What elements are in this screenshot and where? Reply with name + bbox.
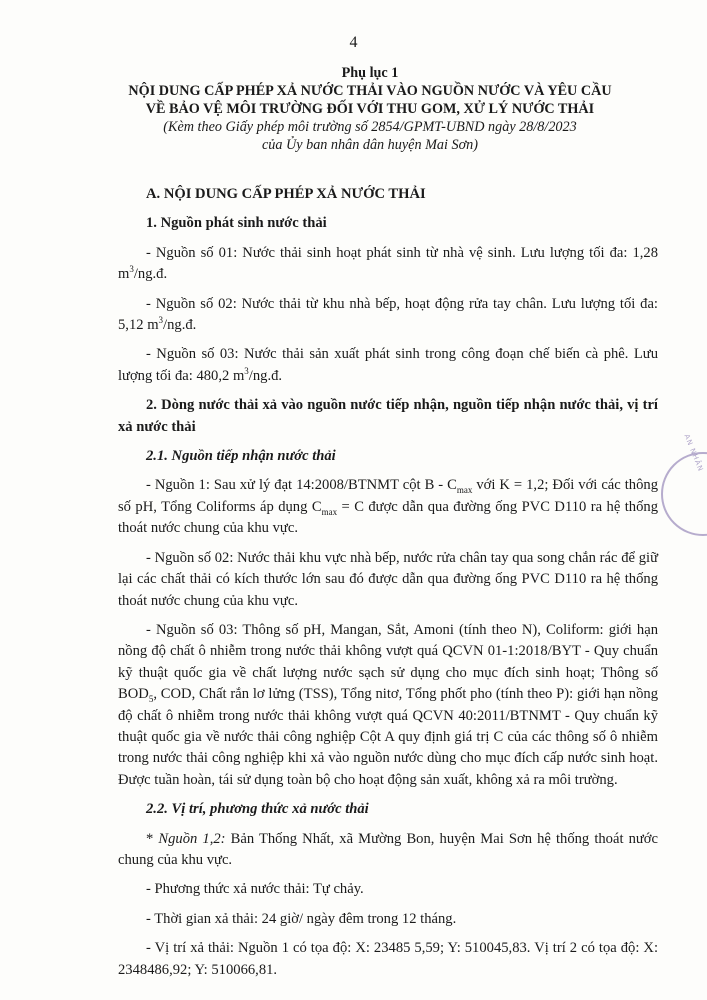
location-text: Bản Thống Nhất, xã Mường Bon, huyện Mai Sơn hệ thống thoát nước chung của khu vực.: [118, 830, 658, 868]
source-2-paragraph: [118, 294, 658, 337]
receiver-1-paragraph: [118, 475, 658, 539]
location-paragraph: [118, 829, 658, 872]
superscript-3: 3: [158, 315, 164, 326]
receiver-1-text-a: - Nguồn 1: Sau xử lý đạt 14:2008/BTNMT cột B - C: [146, 477, 457, 494]
appendix-note-line1: (Kèm theo Giấy phép môi trường số 2854/GPMT-UBND ngày 28/8/2023: [163, 119, 577, 135]
stamp-seal-text: AN NHÂN: [682, 433, 705, 473]
appendix-title-line1: NỘI DUNG CẤP PHÉP XẢ NƯỚC THẢI VÀO NGUỒN NƯỚC VÀ YÊU CẦU: [128, 83, 612, 99]
section-2-heading: 2. Dòng nước thải xả vào nguồn nước tiếp nhận, nguồn tiếp nhận nước thải, vị trí xả nước thải: [118, 397, 658, 435]
location-bullet: *: [146, 830, 159, 847]
superscript-3: 3: [129, 264, 134, 275]
position-paragraph: - Vị trí xả thải: Nguồn 1 có tọa độ: X: 23485 5,59; Y: 510045,83. Vị trí 2 có tọa độ: X: 2348486,92; Y: 510066,81.: [118, 940, 658, 978]
subscript-5: 5: [148, 694, 154, 705]
subscript-max: max: [456, 485, 473, 496]
appendix-title-line2: VỀ BẢO VỆ MÔI TRƯỜNG ĐỐI VỚI THU GOM, XỬ LÝ NƯỚC THẢI: [145, 101, 595, 117]
receiver-1-text-c: = C được dẫn qua đường ống PVC D110 ra hệ thống thoát nước chung của khu vực.: [118, 498, 658, 537]
appendix-label: Phụ lục 1: [341, 65, 399, 81]
section-2-1-heading: 2.1. Nguồn tiếp nhận nước thải: [146, 448, 336, 465]
method-paragraph: - Phương thức xả nước thải: Tự chảy.: [146, 881, 364, 898]
section-a-heading: A. NỘI DUNG CẤP PHÉP XẢ NƯỚC THẢI: [146, 186, 426, 202]
receiver-1-text-b: với K = 1,2; Đối với các thông số pH, Tổng Coliforms áp dụng C: [118, 477, 658, 515]
source-3-paragraph: [118, 344, 658, 387]
source-2-unit: /ng.đ.: [163, 317, 197, 334]
location-label: Nguồn 1,2:: [158, 830, 226, 847]
source-3-text: - Nguồn số 03: Nước thải sản xuất phát sinh trong công đoạn chế biến cà phê. Lưu lượng tối đa: 480,2 m: [118, 346, 658, 384]
source-2-text: - Nguồn số 02: Nước thải từ khu nhà bếp, hoạt động rửa tay chân. Lưu lượng tối đa: 5,12 m: [118, 295, 658, 334]
section-2-2-heading: 2.2. Vị trí, phương thức xả nước thải: [146, 801, 369, 818]
document-body: [118, 176, 658, 989]
source-1-unit: /ng.đ.: [133, 266, 168, 283]
appendix-note-line2: của Ủy ban nhân dân huyện Mai Sơn): [261, 137, 478, 153]
receiver-3-paragraph: [118, 620, 658, 791]
superscript-3: 3: [244, 365, 249, 376]
source-1-text: - Nguồn số 01: Nước thải sinh hoạt phát sinh từ nhà vệ sinh. Lưu lượng tối đa: 1,28 m: [118, 244, 658, 283]
receiver-2-paragraph: - Nguồn số 02: Nước thải khu vực nhà bếp, nước rửa chân tay qua song chắn rác để giữ lại các chất thải có kích thước lớn sau đó được dẫn qua đường ống PVC D110 ra hệ thống thoát nước chung của khu vực.: [118, 549, 658, 609]
time-paragraph: - Thời gian xả thải: 24 giờ/ ngày đêm trong 12 tháng.: [146, 910, 457, 927]
subscript-max: max: [321, 506, 338, 517]
receiver-3-text-a: - Nguồn số 03: Thông số pH, Mangan, Sắt, Amoni (tính theo N), Coliform: giới hạn nồng độ chất ô nhiễm trong nước thải không vượt quá QCVN 01-1:2018/BYT - Quy chuẩn kỹ thuật quốc gia về chất lượng nước sạch sử dụng cho mục đích sinh hoạt; Thông số BOD: [118, 621, 658, 703]
page-number: 4: [349, 34, 358, 51]
appendix-header: [70, 64, 670, 154]
source-3-unit: /ng.đ.: [248, 367, 283, 384]
receiver-3-text-b: , COD, Chất rắn lơ lửng (TSS), Tổng nitơ, Tổng phốt pho (tính theo P): giới hạn nồng độ chất ô nhiễm trong nước thải không vượt quá QCVN 40:2011/BTNMT - Quy chuẩn kỹ thuật quốc gia về nước thải công nghiệp Cột A quy định giá trị C của các thông số ô nhiễm trong nước thải công nghiệp khi xả vào nguồn nước dùng cho mục đích cấp nước sinh hoạt. Được tuần hoàn, tái sử dụng toàn bộ cho hoạt động sản xuất, không xả ra môi trường.: [118, 686, 658, 788]
source-1-paragraph: [118, 243, 658, 286]
section-1-heading: 1. Nguồn phát sinh nước thải: [146, 215, 327, 232]
